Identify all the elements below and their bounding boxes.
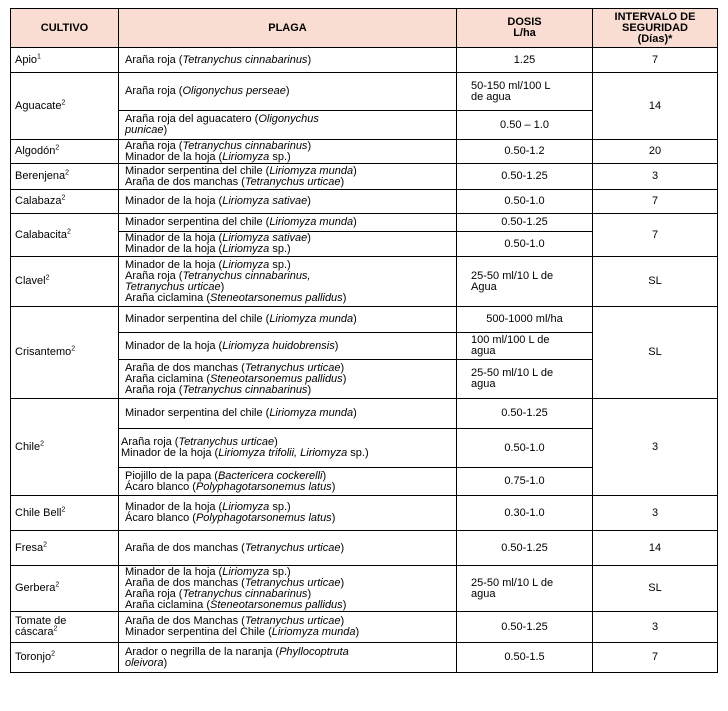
pest-line: Minador de la hoja (Liriomyza sp.): [125, 243, 291, 255]
pest-cell: [119, 496, 457, 531]
pest-line: Araña de dos manchas (Tetranychus urticae): [125, 361, 345, 374]
pest-cell: [119, 73, 457, 111]
dose-line: 0.50-1.0: [504, 237, 545, 250]
scientific-name: Liriomyza trifolii, Liriomyza: [218, 447, 348, 459]
pest-cell: [119, 468, 457, 496]
dose-cell: [457, 111, 593, 140]
pest-line: Araña de dos manchas (Tetranychus urticae): [125, 541, 345, 554]
crop-footnote-ref: 2: [55, 144, 60, 152]
dose-cell: [457, 360, 593, 399]
pest-cell: [119, 429, 457, 468]
interval-cell: SL: [593, 307, 718, 399]
pest-line: Araña ciclamina (Steneotarsonemus pallidus): [125, 372, 347, 385]
scientific-name: Steneotarsonemus pallidus: [209, 291, 343, 304]
scientific-name: Liriomyza: [222, 501, 270, 513]
scientific-name: Liriomyza munda: [271, 626, 356, 638]
pest-line: Araña roja (Tetranychus cinnabarinus): [125, 53, 312, 66]
table-row: [11, 643, 718, 673]
header-row: [11, 9, 718, 48]
dose-line: 0.50-1.2: [504, 145, 545, 157]
pest-line: Araña roja del aguacatero (Oligonychus: [125, 113, 319, 125]
pest-line: Minador de la hoja (Liriomyza huidobrensis): [125, 339, 339, 352]
dose-line: 0.50-1.25: [501, 407, 548, 419]
pest-cell: [119, 48, 457, 73]
pest-line: Minador de la hoja (Liriomyza sp.): [125, 258, 291, 271]
scientific-name: Tetranychus cinnabarinus: [182, 587, 308, 600]
dose-line: 50-150 ml/100 L: [471, 79, 551, 92]
crop-footnote-ref: 2: [55, 581, 60, 589]
dose-line: 25-50 ml/10 L de: [471, 367, 554, 379]
scientific-name: Liriomyza munda: [269, 407, 354, 419]
dose-cell: [457, 566, 593, 612]
scientific-name: Tetranychus cinnabarinus: [182, 383, 308, 396]
crop-footnote-ref: 2: [40, 439, 44, 447]
dose-line: de agua: [471, 90, 511, 103]
crop-cell: [11, 214, 119, 257]
crop-cell: [11, 643, 119, 673]
crop-name: Berenjena$^2$: [15, 169, 70, 182]
pest-line: Araña de dos manchas (Tetranychus urticae): [125, 175, 345, 188]
pest-cell: [119, 190, 457, 214]
crop-cell: [11, 73, 119, 140]
pest-line: Araña de dos manchas (Tetranychus urticae): [125, 576, 345, 589]
dose-line: 0.75-1.0: [504, 475, 545, 487]
pest-cell: [119, 164, 457, 190]
scientific-name: Tetranychus urticae: [125, 280, 221, 293]
scientific-name: Liriomyza: [222, 258, 270, 271]
table-row: [11, 612, 718, 643]
crop-name: Tomate de: [15, 615, 67, 627]
table-row: [11, 140, 718, 164]
scientific-name: Liriomyza munda: [269, 164, 354, 177]
crop-footnote-ref: 2: [51, 650, 55, 658]
pest-cell: [119, 257, 457, 307]
pest-cell: [119, 643, 457, 673]
crop-cell: [11, 612, 119, 643]
crop-cell: [11, 140, 119, 164]
dose-cell: [457, 399, 593, 429]
scientific-name: Polyphagotarsonemus latus: [195, 480, 332, 493]
table-row: [11, 531, 718, 566]
table-body: [11, 48, 718, 673]
dose-line: 0.50-1.0: [504, 441, 545, 454]
dose-cell: [457, 333, 593, 360]
crop-footnote-ref: 2: [61, 505, 66, 513]
scientific-name: Tetranychus cinnabarinus: [182, 139, 308, 152]
crop-name: Fresa$^2$: [15, 540, 48, 554]
scientific-name: Tetranychus cinnabarinus,: [182, 269, 311, 282]
pest-line: Minador serpentina del chile (Liriomyza munda): [125, 313, 357, 325]
header-intervalo: INTERVALO DE SEGURIDAD (Días)*: [593, 9, 718, 48]
pest-cell: [119, 140, 457, 164]
scientific-name: Tetranychus urticae: [178, 436, 275, 448]
interval-cell: 7: [593, 48, 718, 73]
table-row: [11, 164, 718, 190]
scientific-name: Tetranychus urticae: [244, 361, 341, 374]
pesticide-table-container: [10, 8, 718, 673]
dose-line: 0.50 – 1.0: [500, 118, 549, 131]
pest-line: Ácaro blanco (Polyphagotarsonemus latus): [125, 480, 336, 493]
crop-name: Gerbera$^2$: [15, 581, 60, 594]
dose-cell: [457, 232, 593, 257]
crop-footnote-ref: 2: [45, 274, 50, 282]
interval-cell: SL: [593, 566, 718, 612]
pest-line: Araña roja (Tetranychus cinnabarinus,: [125, 269, 311, 282]
pest-cell: [119, 214, 457, 232]
dose-cell: [457, 257, 593, 307]
pest-line: Minador serpentina del chile (Liriomyza munda): [125, 164, 357, 177]
crop-cell: [11, 566, 119, 612]
pest-line: Araña roja (Tetranychus cinnabarinus): [125, 139, 312, 152]
table-row: [11, 566, 718, 612]
scientific-name: Liriomyza sativae: [222, 232, 308, 244]
interval-cell: 7: [593, 190, 718, 214]
table-row: [11, 399, 718, 429]
pesticide-dosage-table: [10, 8, 718, 673]
pest-line: Minador serpentina del chile (Liriomyza munda): [125, 407, 357, 419]
scientific-name: Liriomyza huidobrensis: [222, 339, 335, 352]
interval-cell: 3: [593, 612, 718, 643]
scientific-name: Tetranychus urticae: [244, 175, 341, 188]
crop-cell: [11, 164, 119, 190]
crop-cell: [11, 257, 119, 307]
dose-line: 25-50 ml/10 L de: [471, 269, 554, 282]
pest-line: Araña roja (Oligonychus perseae): [125, 85, 290, 97]
interval-cell: 14: [593, 73, 718, 140]
pest-line: Arador o negrilla de la naranja (Phyllocoptruta: [125, 645, 349, 658]
crop-name: Chile$^2$: [15, 439, 44, 453]
dose-line: agua: [471, 345, 496, 357]
scientific-name: Tetranychus urticae: [244, 615, 341, 627]
table-row: [11, 496, 718, 531]
interval-cell: 3: [593, 164, 718, 190]
pest-line: Tetranychus urticae): [125, 280, 225, 293]
crop-name: Calabaza$^2$: [15, 194, 66, 207]
pest-line: Araña roja (Tetranychus cinnabarinus): [125, 383, 312, 396]
interval-cell: 7: [593, 214, 718, 257]
dose-line: 0.50-1.25: [501, 620, 548, 633]
dose-line: agua: [471, 378, 496, 390]
scientific-name: Steneotarsonemus pallidus: [209, 372, 343, 385]
pest-cell: [119, 111, 457, 140]
crop-name: Calabacita$^2$: [15, 227, 71, 241]
pest-line: Minador serpentina del chile (Liriomyza munda): [125, 216, 357, 228]
dose-cell: [457, 214, 593, 232]
table-row: [11, 48, 718, 73]
pest-line: Piojillo de la papa (Bactericera cockerelli): [125, 469, 327, 482]
pest-cell: [119, 307, 457, 333]
table-row: [11, 190, 718, 214]
dose-line: agua: [471, 587, 496, 600]
pest-line: Minador de la hoja (Liriomyza sp.): [125, 150, 291, 163]
crop-footnote-ref: 2: [61, 98, 66, 106]
dose-cell: [457, 164, 593, 190]
dose-cell: [457, 307, 593, 333]
pest-line: Minador serpentina del Chile (Liriomyza munda): [125, 626, 360, 638]
dose-line: 0.50-1.25: [501, 170, 548, 182]
crop-footnote-ref: 2: [53, 625, 58, 633]
crop-cell: [11, 496, 119, 531]
crop-footnote-ref: 2: [61, 194, 66, 202]
dose-cell: [457, 612, 593, 643]
dose-line: 25-50 ml/10 L de: [471, 576, 554, 589]
scientific-name: Bactericera cockerelli: [217, 469, 323, 482]
crop-cell: [11, 399, 119, 496]
interval-cell: 3: [593, 399, 718, 496]
crop-footnote-ref: 2: [71, 345, 76, 353]
dose-line: 500-1000 ml/ha: [486, 313, 563, 325]
scientific-name: Tetranychus cinnabarinus: [182, 53, 308, 66]
dose-line: 0.50-1.5: [504, 651, 545, 663]
header-cultivo: CULTIVO: [11, 9, 119, 48]
crop-name: Algodón$^2$: [15, 144, 60, 157]
scientific-name: Liriomyza: [222, 565, 270, 578]
table-row: [11, 214, 718, 232]
crop-cell: [11, 307, 119, 399]
dose-cell: [457, 531, 593, 566]
crop-name: Clavel$^2$: [15, 274, 50, 287]
dose-cell: [457, 73, 593, 111]
pest-line: Minador de la hoja (Liriomyza trifolii, Liriomyza sp.): [121, 447, 369, 459]
pest-line: Araña roja (Tetranychus cinnabarinus): [125, 587, 312, 600]
crop-footnote-ref: 2: [43, 540, 48, 548]
crop-cell: [11, 48, 119, 73]
dose-line: 0.30-1.0: [504, 506, 545, 519]
pest-cell: [119, 232, 457, 257]
scientific-name: Liriomyza: [222, 150, 270, 163]
header-dosis: DOSIS L/ha: [457, 9, 593, 48]
dose-line: Agua: [471, 280, 497, 293]
dose-cell: [457, 48, 593, 73]
pest-line: oleivora): [125, 656, 168, 669]
scientific-name: Oligonychus perseae: [182, 85, 286, 97]
scientific-name: oleivora: [125, 656, 164, 669]
scientific-name: Oligonychus: [258, 113, 319, 125]
scientific-name: Liriomyza munda: [269, 216, 354, 228]
scientific-name: Steneotarsonemus pallidus: [209, 598, 343, 611]
scientific-name: Tetranychus urticae: [244, 576, 341, 589]
crop-name: Apio$^1$: [15, 52, 41, 66]
scientific-name: Liriomyza: [222, 243, 270, 255]
interval-cell: 20: [593, 140, 718, 164]
dose-cell: [457, 643, 593, 673]
dose-line: 0.50-1.25: [501, 541, 548, 554]
interval-cell: 3: [593, 496, 718, 531]
pest-line: Minador de la hoja (Liriomyza sp.): [125, 501, 291, 513]
pest-line: punicae): [125, 124, 168, 136]
pest-line: Minador de la hoja (Liriomyza sativae): [125, 232, 311, 244]
pest-cell: [119, 399, 457, 429]
crop-footnote-ref: 1: [37, 52, 41, 60]
dose-cell: [457, 468, 593, 496]
crop-cell: [11, 531, 119, 566]
pest-cell: [119, 612, 457, 643]
pest-line: Araña de dos Manchas (Tetranychus urticae): [125, 615, 345, 627]
dose-line: 100 ml/100 L de: [471, 334, 550, 346]
interval-cell: SL: [593, 257, 718, 307]
dose-cell: [457, 496, 593, 531]
crop-name: cáscara$^2$: [15, 625, 58, 638]
scientific-name: Liriomyza munda: [269, 313, 354, 325]
pest-line: Minador de la hoja (Liriomyza sp.): [125, 565, 291, 578]
pest-line: Araña roja (Tetranychus urticae): [121, 436, 278, 448]
pest-line: Ácaro blanco (Polyphagotarsonemus latus): [125, 512, 336, 524]
pest-cell: [119, 333, 457, 360]
scientific-name: Polyphagotarsonemus latus: [195, 512, 332, 524]
table-row: [11, 257, 718, 307]
scientific-name: punicae: [125, 124, 164, 136]
dose-line: 0.50-1.0: [504, 195, 545, 207]
pest-cell: [119, 360, 457, 399]
table-row: [11, 307, 718, 333]
pest-line: Araña ciclamina (Steneotarsonemus pallidus): [125, 291, 347, 304]
crop-cell: [11, 190, 119, 214]
crop-footnote-ref: 2: [66, 227, 71, 235]
dose-cell: [457, 140, 593, 164]
crop-name: Toronjo$^2$: [15, 650, 55, 663]
crop-name: Crisantemo$^2$: [15, 345, 76, 358]
dose-cell: [457, 190, 593, 214]
scientific-name: Tetranychus urticae: [244, 541, 341, 554]
header-plaga: PLAGA: [119, 9, 457, 48]
pest-line: Minador de la hoja (Liriomyza sativae): [125, 195, 311, 207]
table-row: [11, 73, 718, 111]
dose-cell: [457, 429, 593, 468]
crop-name: Chile Bell$^2$: [15, 505, 66, 519]
scientific-name: Phyllocoptruta: [279, 645, 349, 658]
pest-line: Araña ciclamina (Steneotarsonemus pallidus): [125, 598, 347, 611]
pest-cell: [119, 566, 457, 612]
dose-line: 1.25: [513, 53, 536, 66]
interval-cell: 7: [593, 643, 718, 673]
interval-cell: 14: [593, 531, 718, 566]
dose-line: 0.50-1.25: [501, 216, 548, 228]
crop-name: Aguacate$^2$: [15, 98, 66, 112]
pest-cell: [119, 531, 457, 566]
crop-footnote-ref: 2: [65, 169, 70, 177]
scientific-name: Liriomyza sativae: [222, 195, 308, 207]
